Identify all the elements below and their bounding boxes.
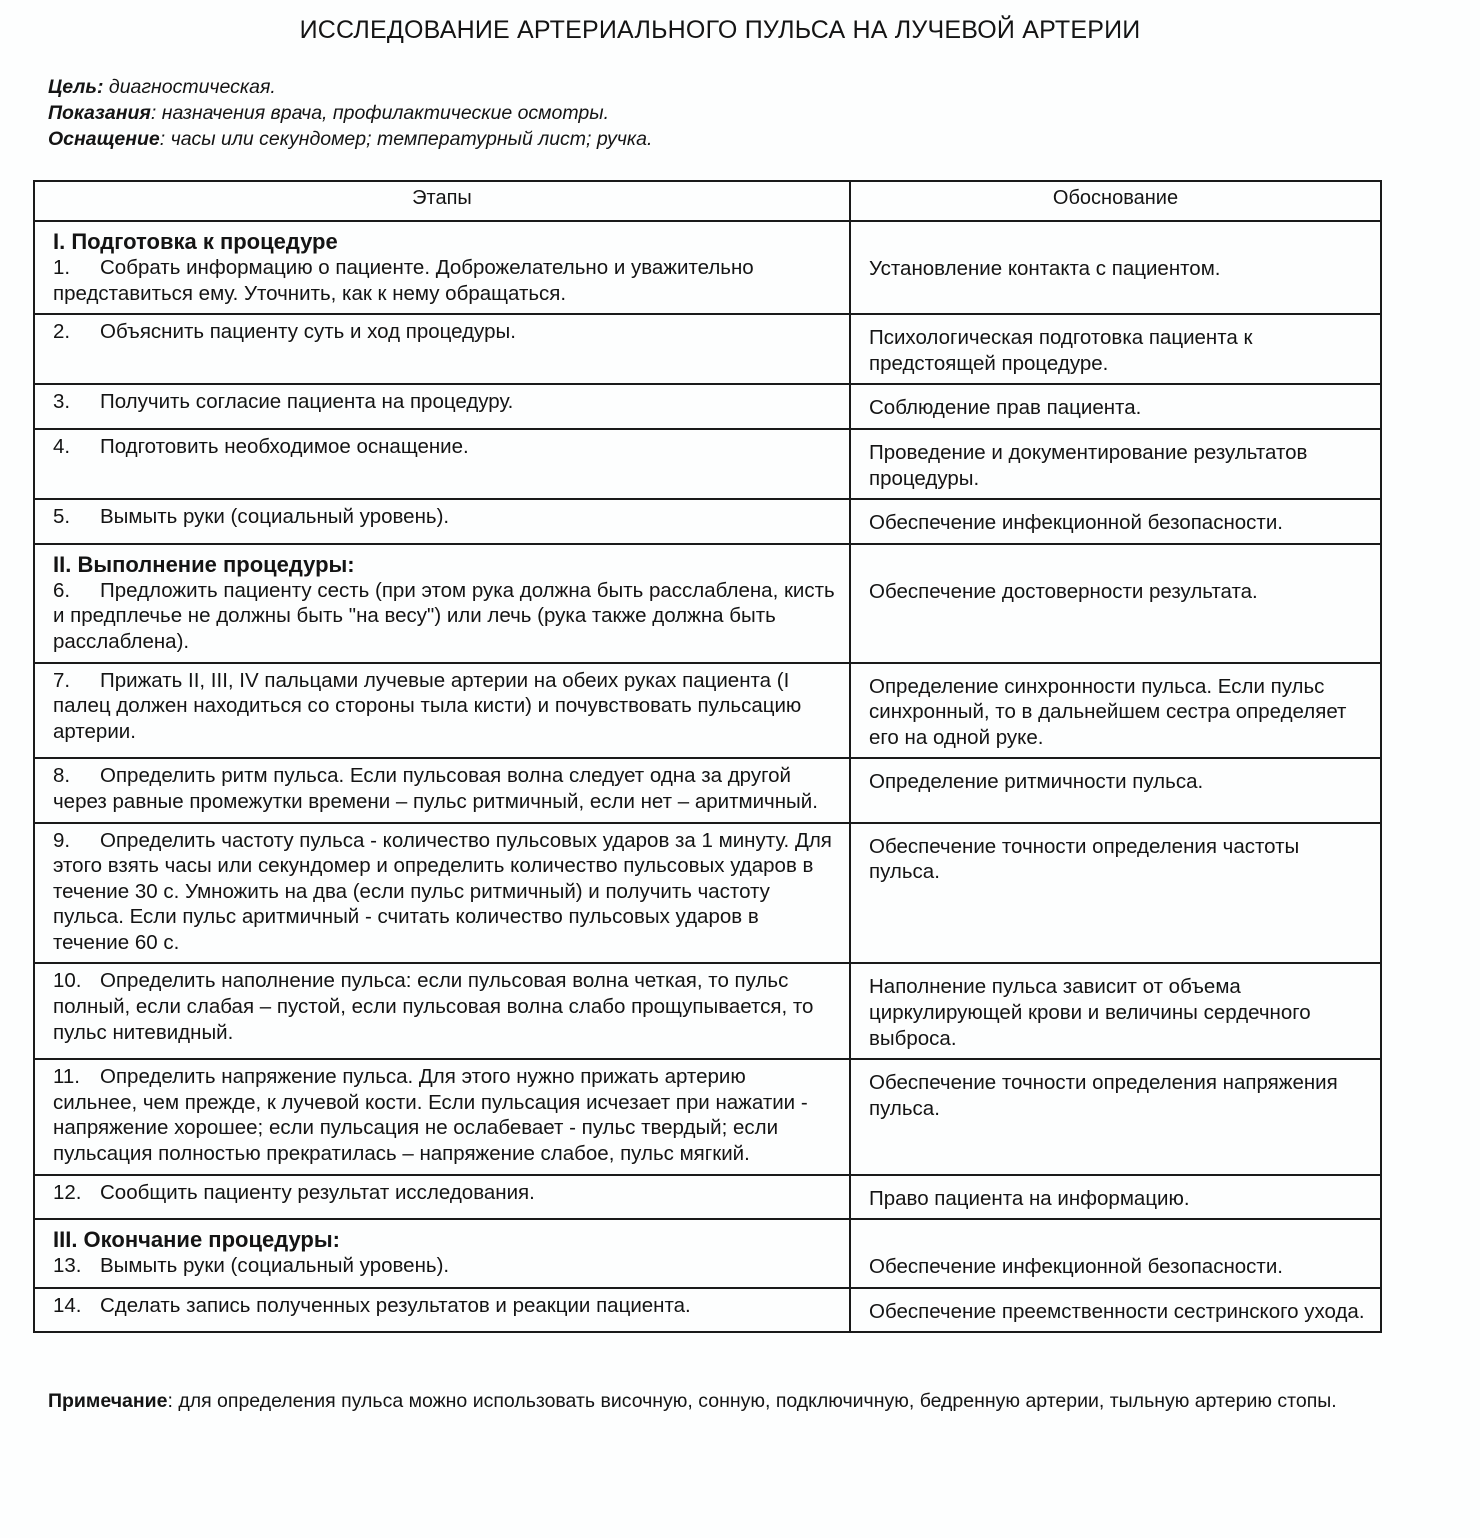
step-text: Подготовить необходимое оснащение. xyxy=(100,434,469,458)
step-cell xyxy=(34,499,850,544)
justification-text: Определение ритмичности пульса. xyxy=(869,770,1204,794)
step-number: 11. xyxy=(53,1065,80,1089)
justification-text: Право пациента на информацию. xyxy=(869,1186,1190,1210)
step-text-block xyxy=(53,389,835,415)
note xyxy=(48,1388,1388,1414)
meta-goal-label: Цель: xyxy=(48,76,104,98)
step-text-block xyxy=(53,763,835,814)
step-cell xyxy=(34,663,850,759)
section-heading: I. Подготовка к процедуре xyxy=(53,229,338,254)
step-text-block xyxy=(53,1180,835,1206)
step-number: 9. xyxy=(53,828,71,852)
procedure-meta xyxy=(48,74,1428,152)
table-row xyxy=(34,221,1381,314)
justification-cell xyxy=(850,963,1381,1059)
justification-cell xyxy=(850,1219,1381,1288)
step-cell xyxy=(34,429,850,499)
step-number: 14. xyxy=(53,1293,82,1317)
step-text-block xyxy=(53,828,835,956)
step-text-block xyxy=(53,504,835,530)
step-cell xyxy=(34,823,850,964)
step-number: 4. xyxy=(53,434,71,458)
justification-text: Обеспечение инфекционной безопасности. xyxy=(869,1255,1283,1279)
step-text: Предложить пациенту сесть (при этом рука должна быть расслаблена, кисть и предплечье не должны быть "на весу") или лечь (рука также должна быть расслаблена). xyxy=(53,578,835,653)
justification-cell xyxy=(850,758,1381,822)
step-number: 5. xyxy=(53,505,71,529)
justification-cell xyxy=(850,314,1381,384)
step-text: Собрать информацию о пациенте. Доброжелательно и уважительно представиться ему. Уточнить, как к нему обращаться. xyxy=(53,256,754,305)
justification-cell xyxy=(850,384,1381,429)
step-number: 3. xyxy=(53,390,71,414)
table-row xyxy=(34,544,1381,663)
step-text-block xyxy=(53,1253,835,1279)
step-number: 6. xyxy=(53,578,71,602)
table-row xyxy=(34,1175,1381,1220)
step-text-block xyxy=(53,255,835,306)
note-label: Примечание xyxy=(48,1390,168,1412)
step-number: 10. xyxy=(53,969,82,993)
step-text: Определить ритм пульса. Если пульсовая волна следует одна за другой через равные промежутки времени – пульс ритмичный, если нет – аритмичный. xyxy=(53,764,818,813)
justification-text: Обеспечение точности определения частоты пульса. xyxy=(869,834,1300,884)
step-cell xyxy=(34,384,850,429)
justification-text: Установление контакта с пациентом. xyxy=(869,257,1221,280)
meta-goal xyxy=(48,74,1428,100)
section-heading: III. Окончание процедуры: xyxy=(53,1227,340,1253)
step-cell xyxy=(34,1059,850,1174)
justification-cell xyxy=(850,544,1381,663)
table-row xyxy=(34,1288,1381,1333)
step-number: 2. xyxy=(53,320,71,344)
step-text: Определить напряжение пульса. Для этого нужно прижать артерию сильнее, чем прежде, к лучевой кости. Если пульсация исчезает при нажатии - напряжение хорошее; если пульсация не ослабевает - пульс твердый; если пульсация полностью прекратилась – напряжение слабое, пульс мягкий. xyxy=(53,1065,808,1166)
meta-indications-label: Показания xyxy=(48,102,151,124)
step-cell xyxy=(34,221,850,314)
meta-equipment-label: Оснащение xyxy=(48,128,160,150)
note-text: : для определения пульса можно использовать височную, сонную, подключичную, бедренную артерии, тыльную артерию стопы. xyxy=(167,1390,1337,1412)
step-number: 7. xyxy=(53,668,71,692)
justification-text: Определение синхронности пульса. Если пульс синхронный, то в дальнейшем сестра определяет его на одной руке. xyxy=(869,674,1347,749)
justification-text: Обеспечение инфекционной безопасности. xyxy=(869,511,1283,535)
step-number: 8. xyxy=(53,764,71,788)
step-cell xyxy=(34,1288,850,1333)
meta-indications xyxy=(48,100,1428,126)
step-text-block xyxy=(53,578,835,655)
table-row xyxy=(34,1219,1381,1288)
page-title: ИССЛЕДОВАНИЕ АРТЕРИАЛЬНОГО ПУЛЬСА НА ЛУЧЕВОЙ АРТЕРИИ xyxy=(299,16,1141,44)
step-text: Сообщить пациенту результат исследования. xyxy=(100,1180,535,1204)
justification-text: Психологическая подготовка пациента к предстоящей процедуре. xyxy=(869,326,1253,375)
table-row xyxy=(34,963,1381,1059)
step-cell xyxy=(34,758,850,822)
step-text: Вымыть руки (социальный уровень). xyxy=(100,505,450,529)
meta-goal-text: диагностическая. xyxy=(103,76,276,98)
justification-cell xyxy=(850,499,1381,544)
justification-cell xyxy=(850,221,1381,314)
justification-text: Наполнение пульса зависит от объема циркулирующей крови и величины сердечного выброса. xyxy=(869,975,1311,1050)
justification-cell xyxy=(850,1059,1381,1174)
step-text-block xyxy=(53,319,835,345)
step-text: Получить согласие пациента на процедуру. xyxy=(100,390,514,414)
justification-cell xyxy=(850,663,1381,759)
justification-cell xyxy=(850,1175,1381,1220)
justification-text: Обеспечение преемственности сестринского ухода. xyxy=(869,1299,1365,1323)
step-text: Прижать II, III, IV пальцами лучевые артерии на обеих руках пациента (I палец должен находиться со стороны тыла кисти) и почувствовать пульсацию артерии. xyxy=(53,668,802,743)
header-stages: Этапы xyxy=(34,181,850,221)
justification-cell xyxy=(850,1288,1381,1333)
table-row xyxy=(34,758,1381,822)
step-cell xyxy=(34,1219,850,1288)
justification-cell xyxy=(850,823,1381,964)
meta-equipment-text: : часы или секундомер; температурный лист; ручка. xyxy=(159,128,653,150)
justification-cell xyxy=(850,429,1381,499)
step-text: Объяснить пациенту суть и ход процедуры. xyxy=(100,320,516,344)
justification-text: Обеспечение точности определения напряжения пульса. xyxy=(869,1071,1338,1120)
step-text-block xyxy=(53,434,835,460)
step-cell xyxy=(34,1175,850,1220)
justification-text: Обеспечение достоверности результата. xyxy=(869,579,1258,603)
step-text: Вымыть руки (социальный уровень). xyxy=(100,1254,450,1278)
section-heading: II. Выполнение процедуры: xyxy=(53,551,355,577)
step-text: Сделать запись полученных результатов и реакции пациента. xyxy=(100,1293,691,1317)
table-row xyxy=(34,314,1381,384)
step-number: 12. xyxy=(53,1180,82,1204)
table-row xyxy=(34,384,1381,429)
step-text: Определить наполнение пульса: если пульсовая волна четкая, то пульс полный, если слабая – пустой, если пульсовая волна слабо прощупывается, то пульс нитевидный. xyxy=(53,969,814,1044)
step-cell xyxy=(34,963,850,1059)
step-cell xyxy=(34,544,850,663)
step-text-block xyxy=(53,1064,835,1166)
justification-text: Соблюдение прав пациента. xyxy=(869,396,1142,420)
step-number: 13. xyxy=(53,1254,82,1278)
table-row xyxy=(34,1059,1381,1174)
step-number: 1. xyxy=(53,256,71,279)
header-justification: Обоснование xyxy=(850,181,1381,221)
table-row xyxy=(34,499,1381,544)
step-text-block xyxy=(53,668,835,745)
table-row xyxy=(34,823,1381,964)
table-row xyxy=(34,663,1381,759)
procedure-table xyxy=(33,180,1382,1333)
step-text-block xyxy=(53,968,835,1045)
step-text-block xyxy=(53,1293,835,1319)
step-text: Определить частоту пульса - количество пульсовых ударов за 1 минуту. Для этого взять часы или секундомер и определить количество пульсовых ударов в течение 30 с. Умножить на два (если пульс ритмичный) и получить частоту пульса. Если пульс аритмичный - считать количество пульсовых ударов в течение 60 с. xyxy=(53,828,832,954)
meta-indications-text: : назначения врача, профилактические осмотры. xyxy=(150,102,610,124)
justification-text: Проведение и документирование результатов процедуры. xyxy=(869,440,1308,490)
table-body xyxy=(34,221,1381,1332)
meta-equipment xyxy=(48,126,1428,152)
step-cell xyxy=(34,314,850,384)
table-row xyxy=(34,429,1381,499)
table-header-row xyxy=(34,181,1381,221)
